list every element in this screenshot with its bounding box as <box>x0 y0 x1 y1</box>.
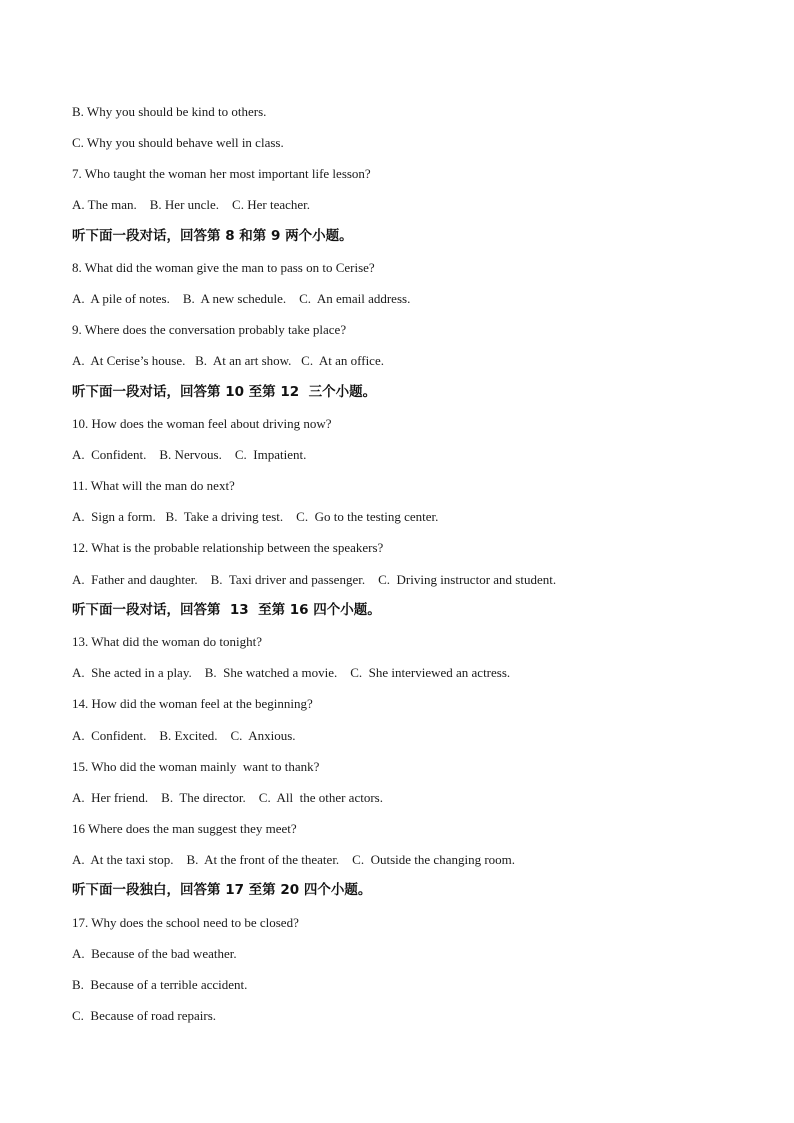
question-line: 8. What did the woman give the man to pass on to Cerise? <box>72 260 375 275</box>
question-line: 9. Where does the conversation probably take place? <box>72 322 347 337</box>
question-line: 15. Who did the woman mainly want to thank? <box>72 759 320 774</box>
option-line: B. Why you should be kind to others. <box>72 104 267 119</box>
question-line: 13. What did the woman do tonight? <box>72 634 263 649</box>
question-line: 7. Who taught the woman her most important life lesson? <box>72 166 371 181</box>
option-line: A. Because of the bad weather. <box>72 946 237 961</box>
option-line: A. A pile of notes. B. A new schedule. C. An email address. <box>72 291 411 306</box>
option-line: A. Confident. B. Excited. C. Anxious. <box>72 728 296 743</box>
option-line: A. At Cerise’s house. B. At an art show. C. At an office. <box>72 353 384 368</box>
section-heading: 听下面一段对话，回答第 10 至第 12 三个小题。 <box>72 384 377 400</box>
section-heading: 听下面一段对话，回答第 13 至第 16 四个小题。 <box>72 602 381 618</box>
section-heading: 听下面一段独白，回答第 17 至第 20 四个小题。 <box>72 882 372 898</box>
option-line: A. The man. B. Her uncle. C. Her teacher. <box>72 197 311 212</box>
question-line: 11. What will the man do next? <box>72 478 235 493</box>
option-line: B. Because of a terrible accident. <box>72 977 248 992</box>
question-line: 16 Where does the man suggest they meet? <box>72 821 297 836</box>
option-line: A. Her friend. B. The director. C. All the other actors. <box>72 790 383 805</box>
option-line: A. Sign a form. B. Take a driving test. C. Go to the testing center. <box>72 509 439 524</box>
question-line: 17. Why does the school need to be closed? <box>72 915 299 930</box>
question-line: 14. How did the woman feel at the beginning? <box>72 696 313 711</box>
option-line: A. Confident. B. Nervous. C. Impatient. <box>72 447 307 462</box>
option-line: A. At the taxi stop. B. At the front of the theater. C. Outside the changing room. <box>72 852 516 867</box>
question-line: 10. How does the woman feel about driving now? <box>72 416 332 431</box>
option-line: A. She acted in a play. B. She watched a movie. C. She interviewed an actress. <box>72 665 511 680</box>
option-line: A. Father and daughter. B. Taxi driver and passenger. C. Driving instructor and student. <box>72 572 557 587</box>
option-line: C. Why you should behave well in class. <box>72 135 284 150</box>
question-line: 12. What is the probable relationship between the speakers? <box>72 540 384 555</box>
section-heading: 听下面一段对话，回答第 8 和第 9 两个小题。 <box>72 228 353 244</box>
option-line: C. Because of road repairs. <box>72 1008 217 1023</box>
